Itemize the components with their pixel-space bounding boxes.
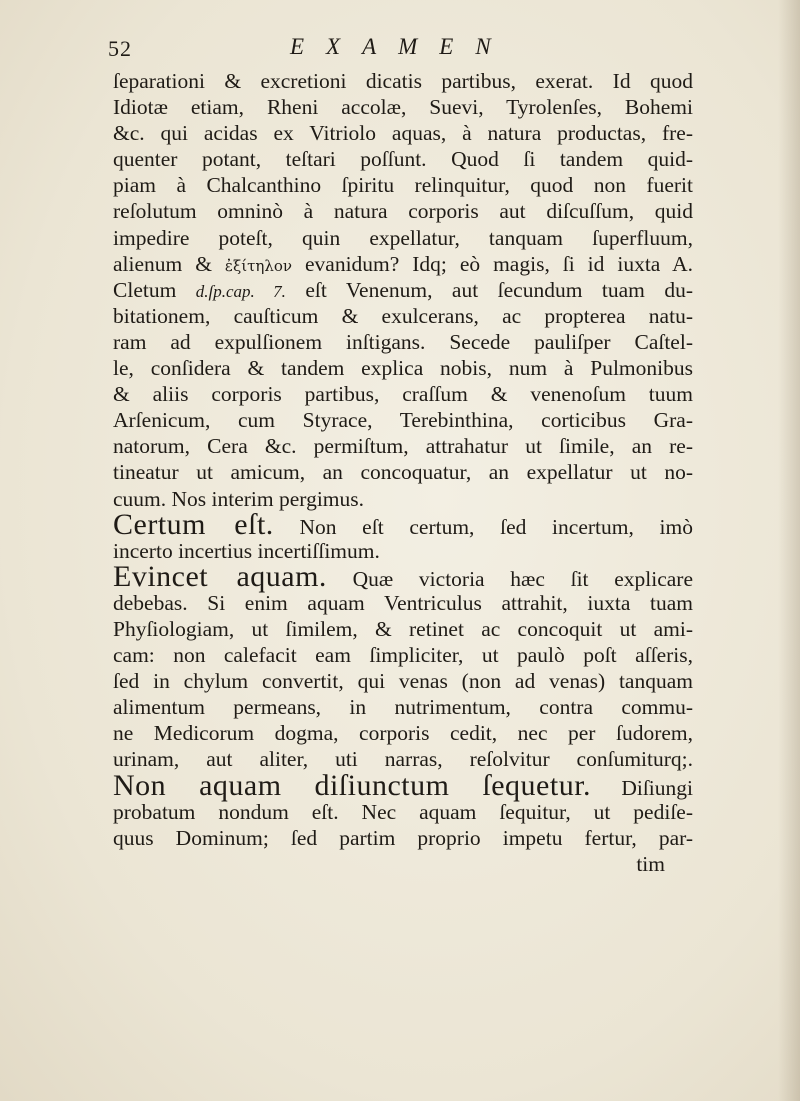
catchword: tim <box>636 851 665 876</box>
text-line: le, conſidera & tandem explica nobis, num à Pulmonibus <box>113 356 693 381</box>
text-line <box>113 507 693 541</box>
text-line: ram ad expulſionem inſtigans. Secede pauliſper Caſtel- <box>113 329 693 354</box>
lemma-heading: Certum eſt. <box>113 507 274 541</box>
line-text: evanidum? Idq; eò magis, ſi id iuxta A. <box>292 251 694 276</box>
greek-word: ἐξίτηλον <box>224 256 293 275</box>
text-line: reſolutum omninò à natura corporis aut diſcuſſum, quid <box>113 199 693 224</box>
text-line: &c. qui acidas ex Vitriolo aquas, à natura productas, fre- <box>113 121 693 146</box>
text-line: tineatur ut amicum, an concoquatur, an expellatur ut no- <box>113 460 693 485</box>
lemma-heading: Evincet aquam. <box>113 559 327 593</box>
text-line: cam: non calefacit eam ſimpliciter, ut paulò poſt aſſeris, <box>113 643 693 668</box>
text-line <box>113 768 693 802</box>
text-line: quus Dominum; ſed partim proprio impetu fertur, par- <box>113 825 693 850</box>
line-text: Cletum <box>113 277 196 302</box>
text-line: Phyſiologiam, ut ſimilem, & retinet ac concoquit ut ami- <box>113 616 693 641</box>
line-text: eſt Venenum, aut ſecundum tuam du- <box>285 277 693 302</box>
text-line: ſeparationi & excretioni dicatis partibus, exerat. Id quod <box>113 69 693 93</box>
text-line: debebas. Si enim aquam Ventriculus attrahit, iuxta tuam <box>113 590 693 615</box>
text-line: alimentum permeans, in nutrimentum, contra commu- <box>113 695 693 720</box>
text-line <box>113 559 693 593</box>
text-line: natorum, Cera &c. permiſtum, attrahatur ut ſimile, an re- <box>113 434 693 459</box>
citation: d.ſp.cap. 7. <box>195 281 286 301</box>
body-text <box>113 68 693 877</box>
text-line: cuum. Nos interim pergimus. <box>113 486 365 511</box>
text-line: urinam, aut aliter, uti narras, reſolvitur conſumiturq;. <box>113 747 693 772</box>
page-header <box>108 30 668 68</box>
line-text: Quæ victoria hæc ſit explicare <box>326 566 693 591</box>
text-line: ſed in chylum convertit, qui venas (non ad venas) tanquam <box>113 669 693 694</box>
text-line <box>113 251 693 277</box>
text-line: incerto incertius incertiſſimum. <box>113 538 380 563</box>
text-line: Arſenicum, cum Styrace, Terebinthina, corticibus Gra- <box>113 408 693 433</box>
lemma-heading: Non aquam diſiunctum ſequetur. <box>113 768 592 802</box>
text-line <box>113 277 693 303</box>
text-line: probatum nondum eſt. Nec aquam ſequitur, ut pediſe- <box>113 799 693 824</box>
line-text: Diſiungi <box>591 775 693 800</box>
text-line: bitationem, cauſticum & exulcerans, ac propterea natu- <box>113 303 693 328</box>
running-title: EXAMEN <box>290 34 513 59</box>
text-line: quenter potant, teſtari poſſunt. Quod ſi tandem quid- <box>113 147 693 172</box>
text-line: impedire poteſt, quin expellatur, tanquam ſuperfluum, <box>113 225 693 250</box>
text-line: ne Medicorum dogma, corporis cedit, nec per ſudorem, <box>113 721 693 746</box>
page-edge-shadow <box>778 0 800 1101</box>
page-number: 52 <box>108 36 132 61</box>
text-line: Idiotæ etiam, Rheni accolæ, Suevi, Tyrolenſes, Bohemi <box>113 95 693 120</box>
text-line: & aliis corporis partibus, craſſum & venenoſum tuum <box>113 382 693 407</box>
text-line: piam à Chalcanthino ſpiritu relinquitur, quod non fuerit <box>113 173 693 198</box>
line-text: alienum & <box>113 251 225 276</box>
line-text: Non eſt certum, ſed incertum, imò <box>273 514 693 539</box>
